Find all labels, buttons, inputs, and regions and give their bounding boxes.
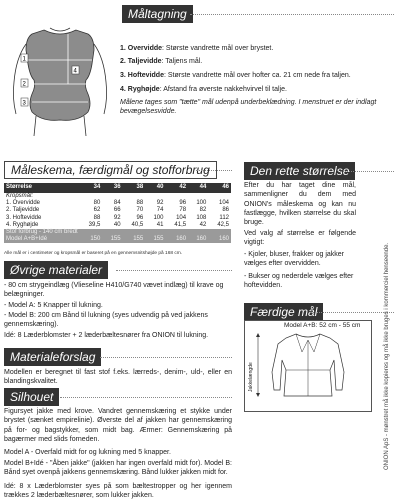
right-size-para2: Ved valg af størrelse er følgende vigtigt: [244, 230, 356, 247]
divider [116, 270, 232, 271]
silhouette-para1: Figursyet jakke med krove. Vandret gennemskæring et stykke under brystet (sænket empirelinie). Øverste del af jakken har gennemskæring på for- og bagstykker, som midt bag. Ærmer: Gennemskæring på bagærmer med slids forneden. [4, 408, 232, 443]
silhouette-para3: Model B+Idé - "Åben jakke" (jakken har ingen overfald midt for). Model B: Bånd syet ovenpå jakkens gennemskæring. Bånd lukker jakken midt for. [4, 460, 232, 477]
measuring-header-text: Måltagning [128, 7, 187, 21]
jacket-illustration [246, 330, 368, 408]
table-row: Kropsmål: [6, 193, 34, 199]
table-row: 3. Hoftevidde 88 92 96 100 104 108 112 [6, 214, 229, 221]
right-size-bullet2: - Bukser og nederdele vælges efter hoftevidden. [244, 273, 354, 290]
materials-line4: Idé: 8 Læderblomster + 2 læderbæltesnører fra ONION til lukning. [4, 332, 209, 339]
measure-item-4: 4. Ryghøjde: Afstand fra øverste nakkehvirvel til talje. [120, 86, 287, 93]
table-row: 2. Taljevidde 62 66 70 74 78 82 86 [6, 207, 229, 214]
size-chart-header-text: Måleskema, færdigmål og stofforbrug [11, 163, 210, 177]
divider [196, 170, 232, 171]
silhouette-para2: Model A - Overfald midt for og lukning med 5 knapper. [4, 449, 171, 456]
measuring-note: Målene tages som "tætte" mål udenpå underbeklædning. I menstruet er der indlagt bevægelsesvidde. [120, 99, 377, 115]
table-footnote: Alle mål er i centimeter og kropsmål er baseret på en gennemsnitshøjde på 168 cm. [4, 251, 183, 256]
divider [310, 312, 394, 313]
materials-line3: - Model B: 200 cm Bånd til lukning (syes udvendig på ved jakkens gennemskæring). [4, 312, 208, 329]
table-row: 1. Overvidde 80 84 88 92 96 100 104 [6, 200, 229, 207]
divider [190, 14, 394, 15]
measure-item-3: 3. Hoftevidde: Største vandrette mål over hofter ca. 21 cm nede fra taljen. [120, 72, 351, 79]
size-table-header: Størrelse 34 36 38 40 42 44 46 [4, 183, 231, 193]
right-size-header-text: Den rette størrelse [250, 164, 350, 178]
materials-header [4, 261, 108, 279]
figure-label-1: 1 [22, 56, 26, 63]
measure-item-2: 2. Taljevidde: Taljens mål. [120, 58, 203, 65]
measuring-header [122, 5, 193, 23]
materials-line2: - Model A: 5 Knapper til lukning. [4, 302, 103, 309]
table-row: Model A+B+Idé 150 155 155 155 160 160 160 [6, 236, 229, 243]
materials-header-text: Øvrige materialer [10, 263, 103, 277]
table-row: 4. Ryghøjde 39,5 40 40,5 41 41,5 42 42,5 [6, 221, 229, 228]
divider [340, 171, 394, 172]
material-suggestion-text: Modellen er beregnet til fast stof f.eks. lærreds-, denim-, uld-, eller en blandingskvalitet. [4, 369, 232, 386]
right-size-para1: Efter du har taget dine mål, sammenligner du dem med ONION's måleskema og kan nu fastlægge, hvilken størrelse du skal bruge. [244, 182, 356, 227]
right-size-bullet1: - Kjoler, bluser, frakker og jakker vælges efter overvidden. [244, 251, 344, 268]
jacket-length-label: Jakkelængde [248, 362, 254, 392]
silhouette-para4: Idé: 8 x Læderblomster syes på som bæltestropper og her igennem trækkes 2 læderbæltesnører, som lukker jakken. [4, 483, 232, 500]
materials-line1: - 80 cm strygeindlæg (Vlieseline H410/G740 vævet indlæg) til krave og belægninger. [4, 282, 224, 299]
body-measurement-figure [6, 24, 114, 139]
right-size-header [244, 162, 355, 180]
divider [60, 397, 232, 398]
finished-measure-label: Model A+B: 52 cm - 55 cm [284, 322, 361, 329]
figure-label-4: 4 [73, 68, 77, 75]
finished-header-text: Færdige mål [250, 305, 318, 319]
silhouette-header-text: Silhouet [10, 390, 54, 404]
figure-label-3: 3 [22, 100, 26, 107]
material-suggestion-header [4, 348, 101, 366]
measure-item-1: 1. Overvidde: Største vandrette mål over brystet. [120, 45, 274, 52]
size-table [4, 183, 231, 243]
table-row: Stof forbrug - 140 cm bredt [4, 229, 231, 236]
material-suggestion-header-text: Materialeforslag [10, 350, 96, 364]
copyright-note: ONION ApS - mønstret må ikke kopieres og må ikke bruges i kommerciel henseende. [384, 242, 390, 470]
figure-label-2: 2 [22, 81, 26, 88]
size-chart-header [4, 161, 217, 179]
divider [100, 357, 232, 358]
silhouette-header [4, 388, 59, 406]
